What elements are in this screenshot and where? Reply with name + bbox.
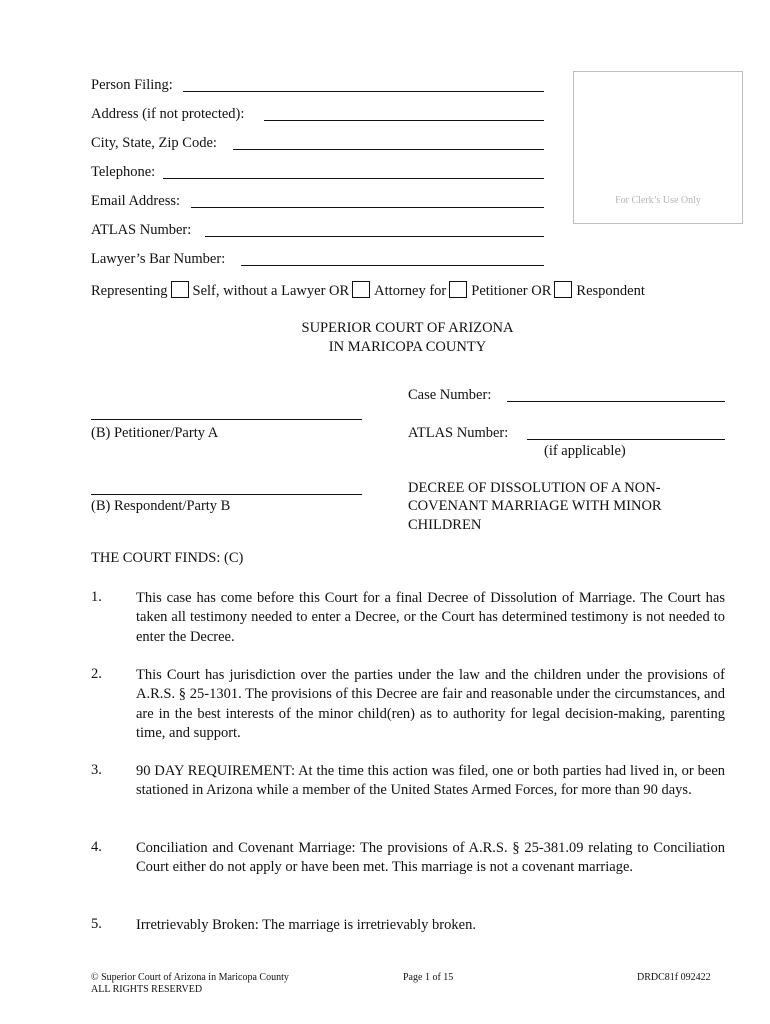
decree-title-line3: CHILDREN: [408, 517, 482, 533]
if-applicable-note: (if applicable): [544, 443, 626, 459]
clerk-use-label: For Clerk’s Use Only: [615, 195, 701, 206]
representing-row: [91, 281, 645, 300]
petitioner-name-input[interactable]: [91, 419, 362, 420]
finding-number: 4.: [91, 839, 102, 855]
petitioner-option-label: Petitioner OR: [471, 283, 552, 299]
representing-label: Representing: [91, 283, 168, 299]
self-checkbox[interactable]: [171, 281, 189, 298]
footer-copyright-line1: © Superior Court of Arizona in Maricopa County: [91, 972, 289, 983]
bar-number-label: Lawyer’s Bar Number:: [91, 251, 226, 267]
person-filing-input[interactable]: [183, 91, 544, 92]
email-input[interactable]: [191, 207, 544, 208]
attorney-option-label: Attorney for: [374, 283, 447, 299]
decree-title-line2: COVENANT MARRIAGE WITH MINOR: [408, 498, 662, 514]
respondent-label: (B) Respondent/Party B: [91, 498, 231, 514]
decree-title-line1: DECREE OF DISSOLUTION OF A NON-: [408, 480, 661, 496]
finding-text: This Court has jurisdiction over the parties under the law and the children under the provisions of A.R.S. § 25-1301. The provisions of this Decree are fair and reasonable under the circumstances, and are in the best interests of the minor child(ren) as to authority for legal decision-making, parenting time, and support.: [136, 667, 725, 742]
finding-text: 90 DAY REQUIREMENT: At the time this action was filed, one or both parties had lived in, or been stationed in Arizona while a member of the United States Armed Forces, for more than 90 days.: [136, 763, 725, 799]
finding-number: 5.: [91, 916, 102, 932]
atlas-number-label: ATLAS Number:: [91, 222, 192, 238]
caption-atlas-input[interactable]: [527, 439, 725, 440]
petitioner-checkbox[interactable]: [449, 281, 467, 298]
city-state-zip-input[interactable]: [233, 149, 544, 150]
respondent-checkbox[interactable]: [554, 281, 572, 298]
court-county: IN MARICOPA COUNTY: [328, 339, 487, 355]
petitioner-label: (B) Petitioner/Party A: [91, 425, 219, 441]
clerk-use-box: [573, 71, 743, 224]
footer-copyright: [91, 972, 289, 996]
atlas-number-input[interactable]: [205, 236, 544, 237]
finding-number: 1.: [91, 589, 102, 605]
respondent-name-input[interactable]: [91, 494, 362, 495]
case-number-input[interactable]: [507, 401, 725, 402]
address-label: Address (if not protected):: [91, 106, 245, 122]
person-filing-label: Person Filing:: [91, 77, 173, 93]
finding-text: Conciliation and Covenant Marriage: The provisions of A.R.S. § 25-381.09 relating to Conciliation Court either do not apply or have been met. This marriage is not a covenant marriage.: [136, 840, 725, 876]
case-number-label: Case Number:: [408, 387, 492, 403]
findings-heading: THE COURT FINDS: (C): [91, 550, 244, 566]
finding-text: This case has come before this Court for a final Decree of Dissolution of Marriage. The Court has taken all testimony needed to enter a Decree, or the Court has determined testimony is not needed to enter the Decree.: [136, 590, 725, 645]
respondent-option-label: Respondent: [576, 283, 645, 299]
finding-text: Irretrievably Broken: The marriage is irretrievably broken.: [136, 917, 476, 933]
finding-number: 3.: [91, 762, 102, 778]
city-state-zip-label: City, State, Zip Code:: [91, 135, 217, 151]
self-option-label: Self, without a Lawyer OR: [192, 283, 350, 299]
footer-page-number: Page 1 of 15: [403, 972, 454, 983]
attorney-checkbox[interactable]: [352, 281, 370, 298]
court-name: SUPERIOR COURT OF ARIZONA: [301, 320, 514, 336]
address-input[interactable]: [264, 120, 544, 121]
bar-number-input[interactable]: [241, 265, 544, 266]
caption-atlas-label: ATLAS Number:: [408, 425, 509, 441]
telephone-input[interactable]: [163, 178, 544, 179]
footer-copyright-line2: ALL RIGHTS RESERVED: [91, 984, 203, 995]
telephone-label: Telephone:: [91, 164, 156, 180]
finding-number: 2.: [91, 666, 102, 682]
email-label: Email Address:: [91, 193, 181, 209]
footer-form-code: DRDC81f 092422: [637, 972, 711, 983]
